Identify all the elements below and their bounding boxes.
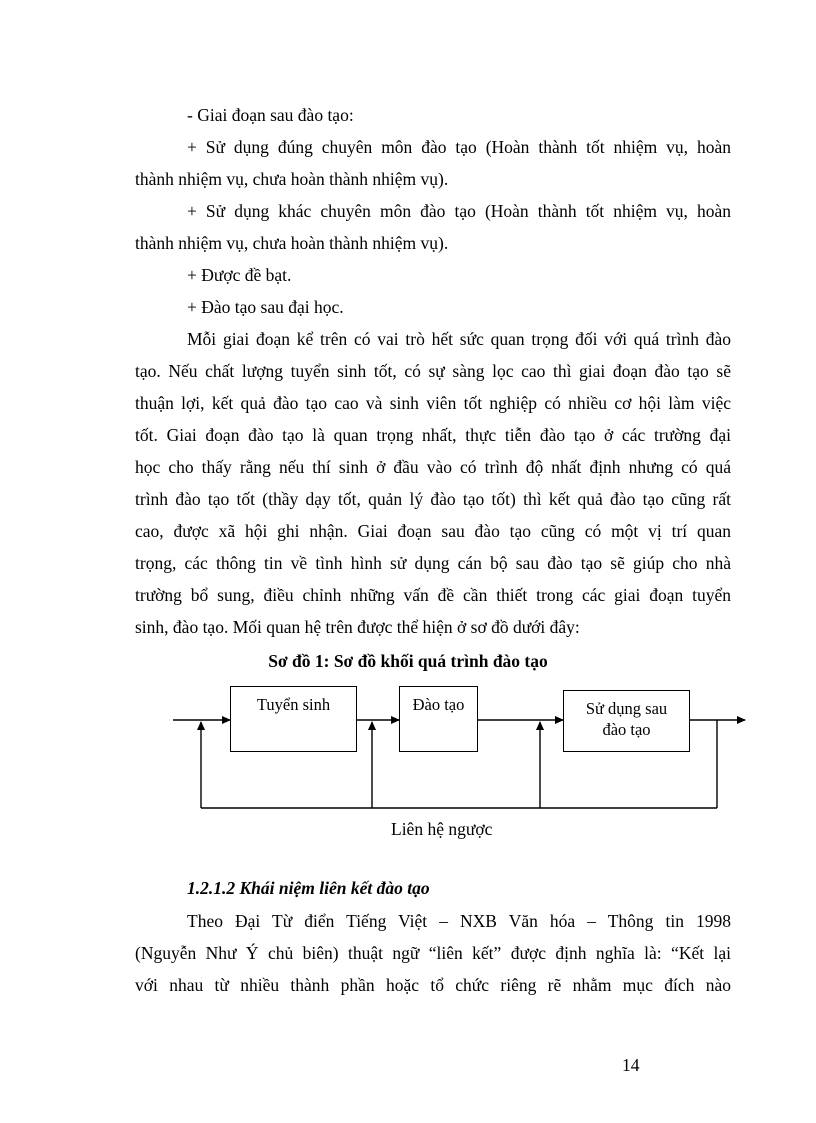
box-su-dung-label-line1: Sử dụng sau	[585, 699, 668, 718]
text-line: thành nhiệm vụ, chưa hoàn thành nhiệm vụ).	[135, 169, 449, 189]
text-line: + Đào tạo sau đại học.	[187, 297, 344, 317]
text-line: thành nhiệm vụ, chưa hoàn thành nhiệm vụ).	[135, 233, 449, 253]
box-tuyen-sinh-label: Tuyển sinh	[256, 695, 331, 714]
text-line: tốt. Giai đoạn đào tạo là quan trọng nhất, thực tiễn đào tạo ở các trường đại	[135, 425, 731, 445]
text-line: trọng, các thông tin về tình hình sử dụng cán bộ sau đào tạo sẽ giúp cho nhà	[135, 553, 731, 573]
text-line: thuận lợi, kết quả đào tạo cao và sinh viên tốt nghiệp có nhiều cơ hội làm việc	[135, 393, 731, 413]
text-line: với nhau từ nhiều thành phần hoặc tổ chức riêng rẽ nhằm mục đích nào	[135, 975, 731, 995]
text-line: trường bổ sung, điều chỉnh những vấn đề cần thiết trong các giai đoạn tuyển	[135, 585, 731, 605]
box-dao-tao	[399, 686, 478, 752]
text-line: học cho thấy rằng nếu thí sinh ở đầu vào có trình độ nhất định nhưng có quá	[135, 457, 731, 477]
text-line: cao, được xã hội ghi nhận. Giai đoạn sau đào tạo cũng có một vị trí quan	[135, 521, 731, 541]
text-line: (Nguyễn Như Ý chủ biên) thuật ngữ “liên kết” được định nghĩa là: “Kết lại	[135, 943, 731, 963]
box-dao-tao-label: Đào tạo	[412, 695, 465, 714]
text-line: - Giai đoạn sau đào tạo:	[187, 105, 354, 125]
text-line: + Được đề bạt.	[187, 265, 292, 285]
text-line: Theo Đại Từ điển Tiếng Việt – NXB Văn hóa – Thông tin 1998	[187, 911, 731, 931]
page-number: 14	[622, 1055, 640, 1075]
section-heading: 1.2.1.2 Khái niệm liên kết đào tạo	[187, 878, 430, 898]
text-line: Mỗi giai đoạn kể trên có vai trò hết sức quan trọng đối với quá trình đào	[187, 329, 731, 349]
box-tuyen-sinh	[230, 686, 357, 752]
text-line: + Sử dụng đúng chuyên môn đào tạo (Hoàn thành tốt nhiệm vụ, hoàn	[187, 137, 731, 157]
box-su-dung-label-line2: đào tạo	[602, 720, 651, 739]
text-line: tạo. Nếu chất lượng tuyển sinh tốt, có sự sàng lọc cao thì giai đoạn đào tạo sẽ	[135, 361, 731, 381]
box-su-dung-sau-dao-tao	[563, 690, 690, 752]
text-line: + Sử dụng khác chuyên môn đào tạo (Hoàn thành tốt nhiệm vụ, hoàn	[187, 201, 731, 221]
text-line: trình đào tạo tốt (thầy dạy tốt, quản lý đào tạo tốt) thì kết quả đào tạo cũng rất	[135, 489, 731, 509]
diagram-caption: Sơ đồ 1: Sơ đồ khối quá trình đào tạo	[268, 651, 548, 671]
feedback-label: Liên hệ ngược	[391, 819, 493, 839]
text-line: sinh, đào tạo. Mối quan hệ trên được thể hiện ở sơ đồ dưới đây:	[135, 617, 580, 637]
